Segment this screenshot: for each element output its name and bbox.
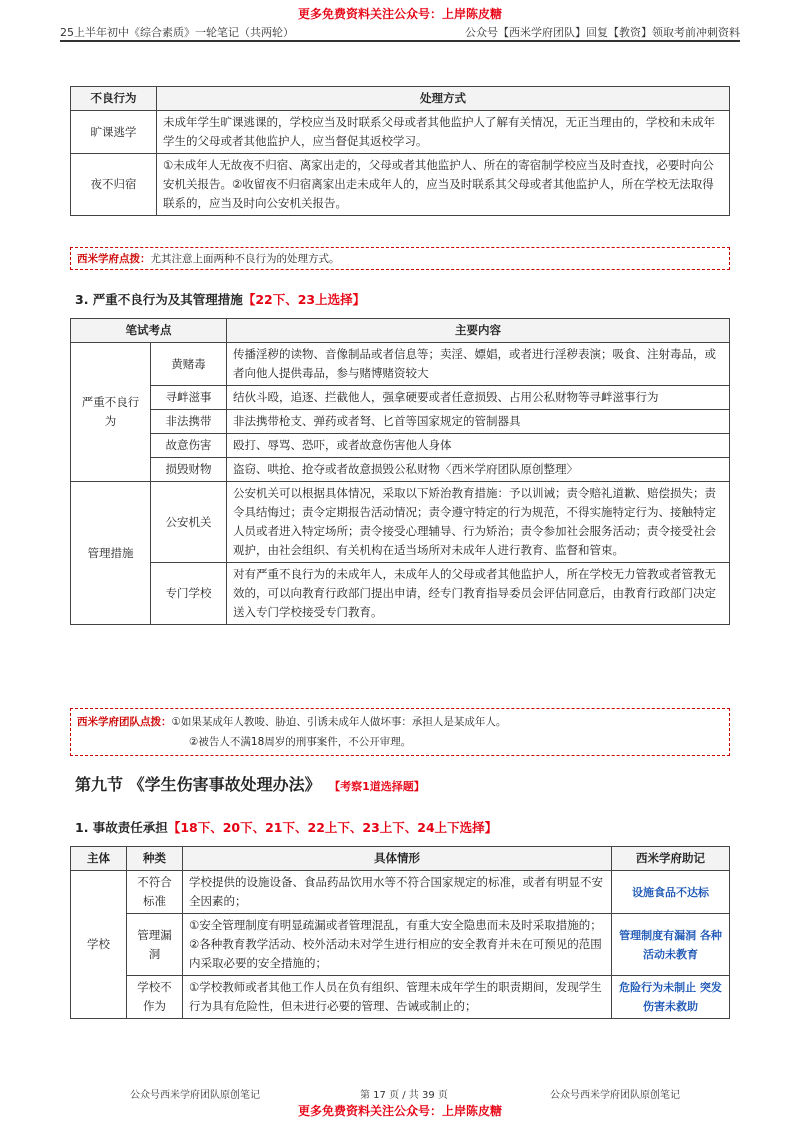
table-row (71, 871, 730, 914)
tip-line-2: ②被告人不满18周岁的刑事案件，不公开审理。 (189, 736, 412, 748)
header-left: 25上半年初中《综合素质》一轮笔记（共两轮） (60, 26, 294, 39)
row-name: 黄赌毒 (151, 343, 227, 386)
group-label: 管理措施 (71, 482, 151, 625)
row-type: 管理漏洞 (127, 914, 183, 976)
tip-label: 西米学府团队点拨： (77, 716, 172, 728)
tip-box-1 (70, 247, 730, 270)
section-title (75, 772, 425, 795)
row-content: 结伙斗殴，追逐、拦截他人，强拿硬要或者任意损毁、占用公私财物等寻衅滋事行为 (227, 386, 730, 410)
heading-tag: 【18下、20下、21下、22上下、23上下、24上下选择】 (167, 820, 498, 835)
col-header: 主体 (71, 847, 127, 871)
tip-box-2 (70, 708, 730, 756)
footer-right: 公众号西米学府团队原创笔记 (550, 1090, 680, 1101)
section-tag: 【考察1道选择题】 (334, 780, 425, 793)
row-type: 学校不作为 (127, 976, 183, 1019)
row-content: ①未成年人无故夜不归宿、离家出走的，父母或者其他监护人、所在的寄宿制学校应当及时查找，必要时向公安机关报告。②收留夜不归宿离家出走未成年人的，应当及时联系其父母或者其他监护人，所在学校无法取得联系的，应当及时向公安机关报告。 (157, 154, 730, 216)
row-content: 对有严重不良行为的未成年人，未成年人的父母或者其他监护人，所在学校无力管教或者管教无效的，可以向教育行政部门提出申请，经专门教育指导委员会评估同意后，由教育行政部门决定送入专门学校接受专门教育。 (227, 563, 730, 625)
col-header: 主要内容 (227, 319, 730, 343)
promo-top: 更多免费资料关注公众号：上岸陈皮糖 (297, 7, 502, 21)
heading-accident-liability (75, 818, 497, 836)
row-name: 寻衅滋事 (151, 386, 227, 410)
page-header (60, 22, 740, 42)
table-row (71, 914, 730, 976)
table-row (71, 482, 730, 563)
row-name: 夜不归宿 (71, 154, 157, 216)
row-name: 专门学校 (151, 563, 227, 625)
row-memo: 危险行为未制止 突发伤害未救助 (612, 976, 730, 1019)
table-row (71, 976, 730, 1019)
table-row (71, 154, 730, 216)
tip-text: 尤其注意上面两种不良行为的处理方式。 (150, 253, 340, 265)
row-memo: 设施食品不达标 (612, 871, 730, 914)
footer-left: 公众号西米学府团队原创笔记 (130, 1090, 260, 1101)
table-serious-behavior (70, 318, 730, 625)
heading-text: 3. 严重不良行为及其管理措施 (75, 292, 243, 307)
col-header: 笔试考点 (71, 319, 227, 343)
heading-text: 1. 事故责任承担 (75, 820, 168, 835)
page-number: 第 17 页 / 共 39 页 (360, 1090, 448, 1101)
row-content: 学校提供的设施设备、食品药品饮用水等不符合国家规定的标准，或者有明显不安全因素的； (183, 871, 612, 914)
row-content: 公安机关可以根据具体情况，采取以下矫治教育措施：予以训诫；责令赔礼道歉、赔偿损失；责令具结悔过；责令定期报告活动情况；责令遵守特定的行为规范，不得实施特定行为、接触特定人员或者进入特定场所；责令接受心理辅导、行为矫治；责令参加社会服务活动；责令接受社会观护，由社会组织、有关机构在适当场所对未成年人进行教育、监督和管束。 (227, 482, 730, 563)
table-accident-liability (70, 846, 730, 1019)
section-title-text: 第九节 《学生伤害事故处理办法》 (75, 775, 321, 794)
table-row (71, 343, 730, 386)
table-row (71, 458, 730, 482)
promo-bottom: 更多免费资料关注公众号：上岸陈皮糖 (297, 1104, 502, 1118)
row-content: ①学校教师或者其他工作人员在负有组织、管理未成年学生的职责期间，发现学生行为具有危险性，但未进行必要的管理、告诫或制止的； (183, 976, 612, 1019)
table-row (71, 563, 730, 625)
tip-label: 西米学府点拨： (77, 253, 151, 265)
row-name: 公安机关 (151, 482, 227, 563)
row-name: 旷课逃学 (71, 111, 157, 154)
group-label: 严重不良行为 (71, 343, 151, 482)
header-right: 公众号【西米学府团队】回复【教资】领取考前冲刺资料 (465, 26, 740, 39)
row-name: 损毁财物 (151, 458, 227, 482)
table-row (71, 410, 730, 434)
row-name: 非法携带 (151, 410, 227, 434)
row-content: 传播淫秽的读物、音像制品或者信息等；卖淫、嫖娼，或者进行淫秽表演；吸食、注射毒品，或者向他人提供毒品，参与赌博赌资较大 (227, 343, 730, 386)
row-content: 盗窃、哄抢、抢夺或者故意损毁公私财物〈西米学府团队原创整理〉 (227, 458, 730, 482)
tip-line-1: ①如果某成年人教唆、胁迫、引诱未成年人做坏事：承担人是某成年人。 (171, 716, 507, 728)
col-header: 西米学府助记 (612, 847, 730, 871)
col-header: 不良行为 (71, 87, 157, 111)
heading-tag: 【22下、23上选择】 (242, 292, 366, 307)
table-row (71, 111, 730, 154)
table-bad-behavior (70, 86, 730, 216)
table-row (71, 434, 730, 458)
table-row (71, 386, 730, 410)
row-content: ①安全管理制度有明显疏漏或者管理混乱，有重大安全隐患而未及时采取措施的；②各种教育教学活动、校外活动未对学生进行相应的安全教育并未在可预见的范围内采取必要的安全措施的； (183, 914, 612, 976)
subject-label: 学校 (71, 871, 127, 1019)
col-header: 处理方式 (157, 87, 730, 111)
col-header: 种类 (127, 847, 183, 871)
row-memo: 管理制度有漏洞 各种活动未教育 (612, 914, 730, 976)
row-content: 非法携带枪支、弹药或者弩、匕首等国家规定的管制器具 (227, 410, 730, 434)
row-type: 不符合标准 (127, 871, 183, 914)
col-header: 具体情形 (183, 847, 612, 871)
heading-serious-behavior (75, 290, 365, 308)
row-name: 故意伤害 (151, 434, 227, 458)
row-content: 未成年学生旷课逃课的，学校应当及时联系父母或者其他监护人了解有关情况，无正当理由的，学校和未成年学生的父母或者其他监护人，应当督促其返校学习。 (157, 111, 730, 154)
row-content: 殴打、辱骂、恐吓，或者故意伤害他人身体 (227, 434, 730, 458)
